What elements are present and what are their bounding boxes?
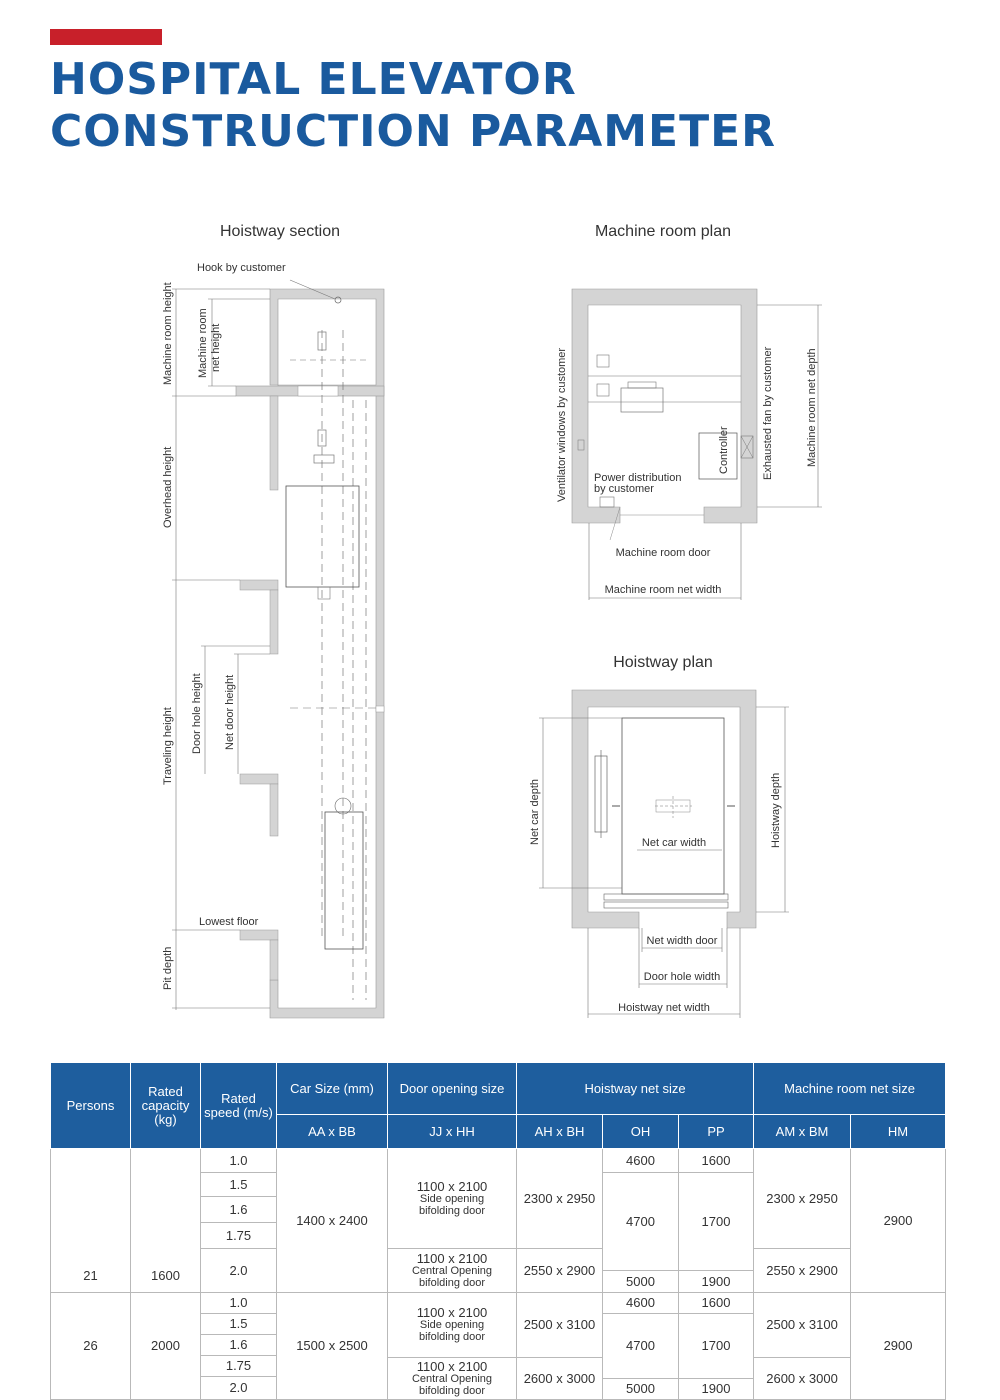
header-rated-speed: Rated speed (m/s) bbox=[201, 1063, 277, 1149]
header-rated-capacity: Rated capacity (kg) bbox=[131, 1063, 201, 1149]
machine-room-size-cell: 2300 x 2950 bbox=[754, 1149, 851, 1249]
car-size-cell: 1400 x 2400 bbox=[277, 1149, 388, 1293]
hoistway-section-diagram bbox=[162, 223, 384, 1018]
machine-room-size-cell: 2600 x 3000 bbox=[754, 1358, 851, 1400]
header-door-opening-size: Door opening size bbox=[388, 1063, 517, 1115]
machine-room-size-cell: 2550 x 2900 bbox=[754, 1249, 851, 1293]
hoistway-plan-wall bbox=[572, 690, 756, 928]
pp-cell: 1600 bbox=[679, 1149, 754, 1173]
machine-room-net-depth-label: Machine room net depth bbox=[806, 348, 818, 467]
door-hole-width-label: Door hole width bbox=[643, 971, 721, 983]
table-row bbox=[51, 1293, 946, 1314]
speed-cell: 1.0 bbox=[201, 1293, 277, 1314]
hoistway-depth-label: Hoistway depth bbox=[770, 772, 782, 848]
speed-cell: 1.0 bbox=[201, 1149, 277, 1173]
oh-cell: 5000 bbox=[603, 1271, 679, 1293]
power-label-1: Power distribution bbox=[594, 472, 682, 484]
subheader-hm: HM bbox=[851, 1115, 946, 1149]
net-door-height-label: Net door height bbox=[224, 674, 236, 750]
door-opening-cell bbox=[388, 1149, 517, 1249]
pp-cell: 1900 bbox=[679, 1379, 754, 1400]
speed-cell: 2.0 bbox=[201, 1249, 277, 1293]
door-type-2: bifolding door bbox=[418, 1204, 486, 1217]
landing-door bbox=[604, 902, 728, 908]
hoistway-size-cell: 2550 x 2900 bbox=[517, 1249, 603, 1293]
speed-cell: 1.5 bbox=[201, 1314, 277, 1335]
door-type-2: bifolding door bbox=[418, 1331, 486, 1343]
oh-cell: 4700 bbox=[603, 1314, 679, 1379]
hoistway-wall bbox=[270, 289, 384, 1018]
hm-cell: 2900 bbox=[851, 1149, 946, 1293]
hoistway-plan-title: Hoistway plan bbox=[613, 654, 713, 671]
machine-room-net-height-label-1: Machine room bbox=[197, 308, 209, 378]
machine-room-net-width-label: Machine room net width bbox=[604, 584, 722, 596]
speed-cell: 1.6 bbox=[201, 1335, 277, 1356]
hoistway-size-cell: 2300 x 2950 bbox=[517, 1149, 603, 1249]
capacity-cell: 2000 bbox=[131, 1293, 201, 1400]
counterweight bbox=[325, 812, 363, 949]
controller-label: Controller bbox=[718, 426, 730, 474]
hoistway-size-cell: 2500 x 3100 bbox=[517, 1293, 603, 1358]
hoistway-net-width-label: Hoistway net width bbox=[618, 1002, 710, 1014]
door-size: 1100 x 2100 bbox=[416, 1358, 488, 1374]
subheader-jj-hh: JJ x HH bbox=[388, 1115, 517, 1149]
net-car-depth-label: Net car depth bbox=[529, 778, 541, 845]
elevator-car bbox=[286, 486, 359, 587]
machine-room-size-cell: 2500 x 3100 bbox=[754, 1293, 851, 1358]
traction-machine bbox=[621, 388, 663, 412]
power-label-2: by customer bbox=[594, 483, 654, 495]
door-type-1: Side opening bbox=[419, 1319, 485, 1331]
oh-cell: 4600 bbox=[603, 1149, 679, 1173]
capacity-cell: 1600 bbox=[131, 1149, 201, 1293]
header-machine-room-net-size: Machine room net size bbox=[754, 1063, 946, 1115]
door-type-1: Side opening bbox=[419, 1192, 485, 1205]
door-opening-cell bbox=[388, 1358, 517, 1400]
traveling-height-label: Traveling height bbox=[162, 707, 174, 785]
car-size-cell: 1500 x 2500 bbox=[277, 1293, 388, 1400]
subheader-pp: PP bbox=[679, 1115, 754, 1149]
header-car-size: Car Size (mm) bbox=[277, 1063, 388, 1115]
oh-cell: 4700 bbox=[603, 1173, 679, 1271]
subheader-ah-bh: AH x BH bbox=[517, 1115, 603, 1149]
machine-room-door-label: Machine room door bbox=[615, 547, 711, 559]
door-type-2: bifolding door bbox=[418, 1276, 486, 1289]
exhaust-fan-label: Exhausted fan by customer bbox=[762, 346, 774, 480]
pp-cell: 1600 bbox=[679, 1293, 754, 1314]
door-opening-cell bbox=[388, 1249, 517, 1293]
speed-cell: 1.75 bbox=[201, 1223, 277, 1249]
oh-cell: 4600 bbox=[603, 1293, 679, 1314]
subheader-aa-bb: AA x BB bbox=[277, 1115, 388, 1149]
header-hoistway-net-size: Hoistway net size bbox=[517, 1063, 754, 1115]
hoistway-plan-diagram bbox=[529, 654, 789, 1018]
door-hole-height-label: Door hole height bbox=[191, 673, 203, 754]
speed-cell: 1.5 bbox=[201, 1173, 277, 1197]
speed-cell: 2.0 bbox=[201, 1377, 277, 1400]
table-row bbox=[51, 1149, 946, 1173]
hook-label: Hook by customer bbox=[197, 262, 286, 274]
door-type-1: Central Opening bbox=[411, 1372, 493, 1385]
pp-cell: 1700 bbox=[679, 1314, 754, 1379]
pp-cell: 1700 bbox=[679, 1173, 754, 1271]
overhead-height-label: Overhead height bbox=[162, 446, 174, 528]
hoistway-size-cell: 2600 x 3000 bbox=[517, 1358, 603, 1400]
machine-room-height-label: Machine room height bbox=[162, 282, 174, 385]
pit-depth-label: Pit depth bbox=[162, 946, 174, 990]
spec-table bbox=[50, 1062, 946, 1400]
machine-room-plan-title: Machine room plan bbox=[594, 223, 732, 240]
subheader-am-bm: AM x BM bbox=[754, 1115, 851, 1149]
title-line-2: CONSTRUCTION PARAMETER bbox=[50, 106, 777, 157]
speed-cell: 1.6 bbox=[201, 1197, 277, 1223]
net-car-width-label: Net car width bbox=[641, 837, 707, 849]
header-persons: Persons bbox=[51, 1063, 131, 1149]
subheader-oh: OH bbox=[603, 1115, 679, 1149]
machine-room-plan-diagram bbox=[556, 223, 822, 600]
persons-cell: 21 bbox=[51, 1149, 131, 1293]
door-type-1: Central Opening bbox=[411, 1264, 493, 1277]
door-size: 1100 x 2100 bbox=[416, 1305, 488, 1320]
machine-room-net-height-label-2: net height bbox=[210, 323, 222, 372]
title-line-1: HOSPITAL ELEVATOR bbox=[50, 54, 577, 105]
car-door bbox=[604, 894, 728, 900]
speed-cell: 1.75 bbox=[201, 1356, 277, 1377]
door-size: 1100 x 2100 bbox=[416, 1178, 488, 1194]
door-size: 1100 x 2100 bbox=[416, 1250, 488, 1266]
net-width-door-label: Net width door bbox=[646, 935, 718, 947]
lowest-floor-label: Lowest floor bbox=[199, 916, 259, 928]
ventilator-label: Ventilator windows by customer bbox=[556, 347, 568, 502]
door-opening-cell bbox=[388, 1293, 517, 1358]
oh-cell: 5000 bbox=[603, 1379, 679, 1400]
hm-cell: 2900 bbox=[851, 1293, 946, 1400]
persons-cell: 26 bbox=[51, 1293, 131, 1400]
hoistway-section-title: Hoistway section bbox=[219, 223, 341, 240]
door-type-2: bifolding door bbox=[418, 1384, 486, 1397]
pp-cell: 1900 bbox=[679, 1271, 754, 1293]
